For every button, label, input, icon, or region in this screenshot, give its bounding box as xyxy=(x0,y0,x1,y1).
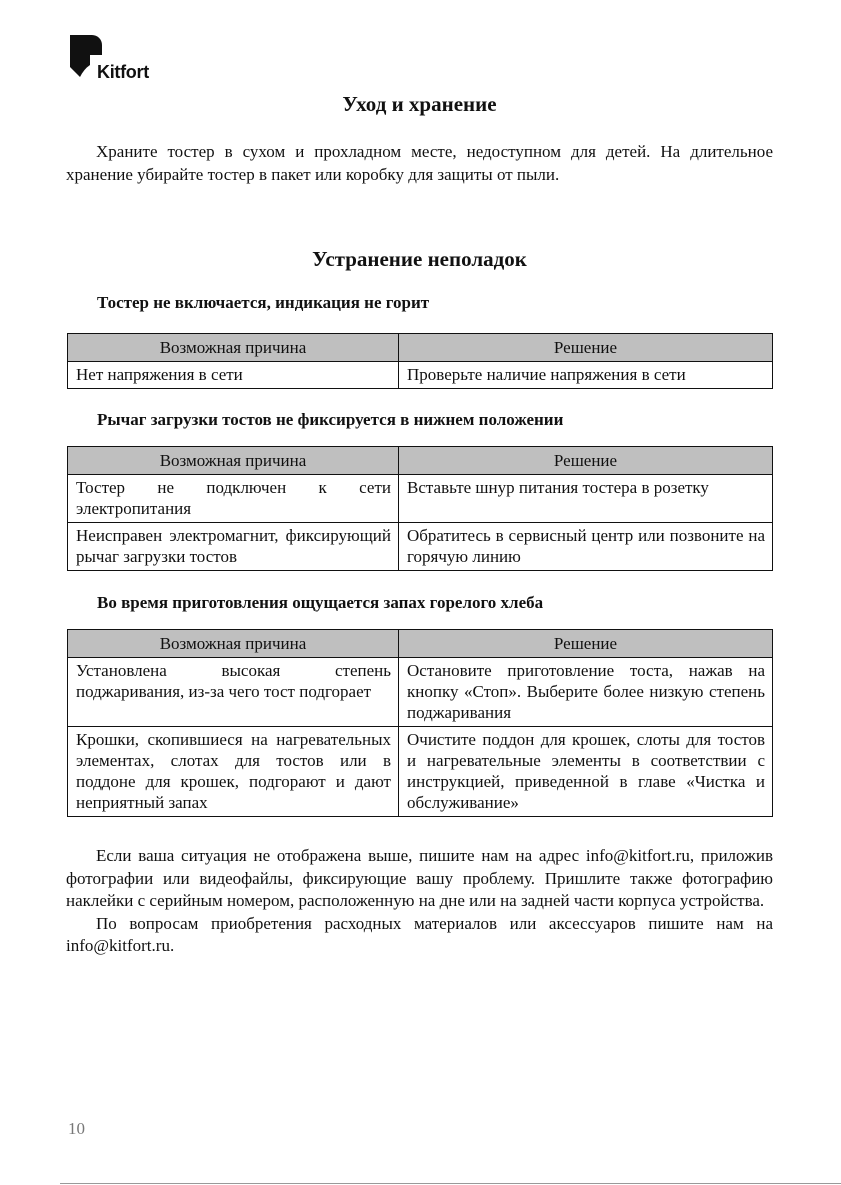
header-cause: Возможная причина xyxy=(68,334,399,362)
section-title: Рычаг загрузки тостов не фиксируется в нижнем положении xyxy=(97,410,564,429)
header-solution: Решение xyxy=(399,630,773,658)
care-title: Уход и хранение xyxy=(342,92,497,116)
section-title: Тостер не включается, индикация не горит xyxy=(97,293,430,312)
cause-cell: Неисправен электромагнит, фиксирующий рычаг загрузки тостов xyxy=(68,523,399,571)
table-row xyxy=(68,362,773,389)
table-row xyxy=(68,727,773,817)
header-cause: Возможная причина xyxy=(68,447,399,475)
cause-cell: Крошки, скопившиеся на нагревательных элементах, слотах для тостов или в поддоне для крошек, подгорают и дают неприятный запах xyxy=(68,727,399,817)
table-header-row xyxy=(68,447,773,475)
cause-cell: Нет напряжения в сети xyxy=(68,362,399,389)
solution-cell: Проверьте наличие напряжения в сети xyxy=(399,362,773,389)
care-text: Храните тостер в сухом и прохладном месте, недоступном для детей. На длительное хранение убирайте тостер в пакет или коробку для защиты от пыли. xyxy=(66,142,773,184)
table-row xyxy=(68,523,773,571)
header-solution: Решение xyxy=(399,334,773,362)
header-cause: Возможная причина xyxy=(68,630,399,658)
header-solution: Решение xyxy=(399,447,773,475)
care-paragraph xyxy=(66,141,773,186)
brand-name: Kitfort xyxy=(97,62,149,82)
page-number: 10 xyxy=(68,1119,85,1138)
table-row xyxy=(68,658,773,727)
bottom-rule xyxy=(60,1183,841,1184)
cause-cell: Тостер не подключен к сети электропитания xyxy=(68,475,399,523)
trouble-table xyxy=(67,446,773,571)
solution-cell: Обратитесь в сервисный центр или позвоните на горячую линию xyxy=(399,523,773,571)
trouble-table xyxy=(67,629,773,817)
contact-paragraphs xyxy=(66,845,773,958)
trouble-table xyxy=(67,333,773,389)
contact-text: Если ваша ситуация не отображена выше, пишите нам на адрес info@kitfort.ru, приложив фотографии или видеофайлы, фиксирующие вашу проблему. Пришлите также фотографию наклейки с серийным номером, расположенную на дне или на задней части корпуса устройства. xyxy=(66,846,773,910)
table-header-row xyxy=(68,334,773,362)
solution-cell: Вставьте шнур питания тостера в розетку xyxy=(399,475,773,523)
cause-cell: Установлена высокая степень поджаривания, из-за чего тост подгорает xyxy=(68,658,399,727)
solution-cell: Остановите приготовление тоста, нажав на кнопку «Стоп». Выберите более низкую степень поджаривания xyxy=(399,658,773,727)
accessories-text: По вопросам приобретения расходных материалов или аксессуаров пишите нам на info@kitfort.ru. xyxy=(66,913,773,955)
solution-cell: Очистите поддон для крошек, слоты для тостов и нагревательные элементы в соответствии с инструкцией, приведенной в главе «Чистка и обслуживание» xyxy=(399,727,773,817)
brand-logo xyxy=(68,33,178,83)
section-title: Во время приготовления ощущается запах горелого хлеба xyxy=(97,593,544,612)
troubleshooting-title: Устранение неполадок xyxy=(312,247,527,271)
table-row xyxy=(68,475,773,523)
table-header-row xyxy=(68,630,773,658)
